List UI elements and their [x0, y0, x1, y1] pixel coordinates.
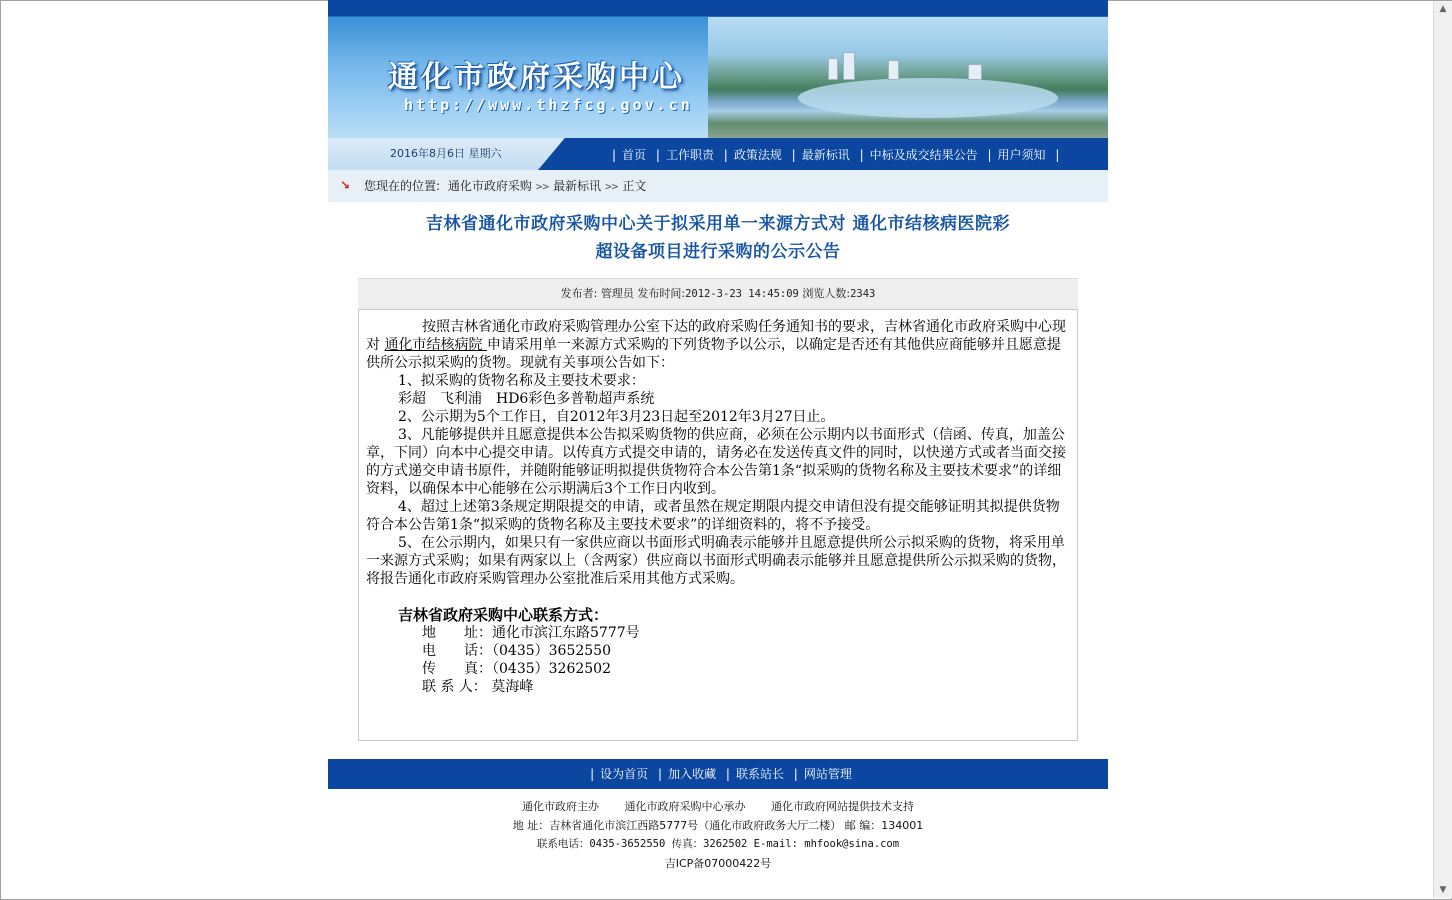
breadcrumb-item-home[interactable]: 通化市政府采购 — [447, 179, 532, 193]
paragraph-intro — [366, 318, 1070, 372]
breadcrumb-label: 您现在的位置: — [364, 179, 441, 193]
meta-views: 2343 — [850, 288, 876, 300]
meta-time-label: 发布时间: — [637, 287, 686, 300]
site-title: 通化市政府采购中心 — [388, 60, 685, 95]
scroll-up-icon[interactable]: ▲ — [1439, 4, 1447, 14]
nav-user-guide[interactable]: 用户须知 — [997, 148, 1046, 162]
scroll-down-icon[interactable]: ▼ — [1439, 885, 1447, 895]
building-shape — [828, 58, 838, 80]
footer-sponsor: 通化市政府主办 — [522, 800, 599, 813]
intro-text-b: 申请采用单一来源方式采购的下列货物予以公示，以确定是否还有其他供应商能够并且愿意提供所公示拟采购的货物。现就有关事项公告如下： — [366, 337, 1061, 371]
footer-contact: 联系电话：0435-3652550 传真：3262502 E-mail: mhfook@sina.com — [536, 838, 900, 850]
meta-publisher-label: 发布者: — [560, 287, 598, 300]
footer-set-home[interactable]: 设为首页 — [600, 767, 649, 781]
vertical-scrollbar[interactable] — [1433, 1, 1452, 898]
footer-tech-support: 通化市政府网站提供技术支持 — [771, 800, 914, 813]
contact-person: 联 系 人： 莫海峰 — [422, 679, 534, 695]
item-2: 2、公示期为5个工作日，自2012年3月23日起至2012年3月27日止。 — [398, 409, 835, 425]
building-shape — [968, 64, 982, 80]
item-5: 5、在公示期内，如果只有一家供应商以书面形式明确表示能够并且愿意提供所公示拟采购的货物，将采用单一来源方式采购；如果有两家以上（含两家）供应商以书面形式明确表示能够并且愿意提供所公示拟采购的货物，将报告通化市政府采购管理办公室批准后采用其他方式采购。 — [366, 535, 1066, 587]
item-4: 4、超过上述第3条规定期限提交的申请，或者虽然在规定期限内提交申请但没有提交能够证明其拟提供货物符合本公告第1条“拟采购的货物名称及主要技术要求”的详细资料的，将不予接受。 — [366, 499, 1060, 533]
nav-home[interactable]: 首页 — [622, 148, 647, 162]
article-title-line1: 吉林省通化市政府采购中心关于拟采用单一来源方式对 通化市结核病医院彩 — [426, 214, 1010, 234]
page-container — [328, 0, 1108, 873]
footer-organizer: 通化市政府采购中心承办 — [624, 800, 746, 813]
chevron-right-icon: >> — [535, 180, 550, 193]
footer-site-admin[interactable]: 网站管理 — [803, 767, 852, 781]
building-shape — [888, 60, 899, 80]
article-meta — [358, 278, 1078, 309]
breadcrumb-text — [364, 170, 650, 203]
meta-views-label: 浏览人数: — [802, 287, 851, 300]
nav-latest-bids[interactable]: 最新标讯 — [801, 148, 850, 162]
breadcrumb-item-current: 正文 — [622, 179, 647, 193]
main-nav: | 首页 | 工作职责 | 政策法规 | 最新标讯 | 中标及成交结果公告 | 用户须知 | — [612, 148, 1060, 162]
current-date: 2016年8月6日 星期六 — [390, 147, 502, 160]
item-3: 3、凡能够提供并且愿意提供本公告拟采购货物的供应商，必须在公示期内以书面形式（信函、传真，加盖公章，下同）向本中心提交申请。以传真方式提交申请的，请务必在发送传真文件的同时，以快递方式或者当面交接的方式递交申请书原件，并随附能够证明拟提供货物符合本公告第1条“拟采购的货物名称及主要技术要求”的详细资料，以确保本中心能够在公示期满后3个工作日内收到。 — [366, 427, 1066, 497]
nav-results[interactable]: 中标及成交结果公告 — [869, 148, 978, 162]
contact-heading: 吉林省政府采购中心联系方式： — [398, 606, 609, 624]
contact-fax: 传 真：（0435）3262502 — [422, 661, 611, 677]
chevron-right-icon: >> — [605, 180, 619, 193]
footer-nav: | 设为首页 | 加入收藏 | 联系站长 | 网站管理 — [328, 759, 1108, 789]
article-title-line2: 超设备项目进行采购的公示公告 — [595, 242, 841, 262]
banner-top-strip — [328, 0, 1108, 16]
footer-info — [328, 789, 1108, 873]
nav-duties[interactable]: 工作职责 — [665, 148, 714, 162]
hospital-name: 通化市结核病院 — [384, 337, 487, 353]
footer-address: 地 址：吉林省通化市滨江西路5777号（通化市政府政务大厅二楼） 邮 编：134001 — [512, 819, 924, 832]
breadcrumb — [328, 170, 1108, 202]
breadcrumb-item-latest[interactable]: 最新标讯 — [553, 179, 602, 193]
breadcrumb-arrow-icon: ↘ — [340, 178, 351, 192]
site-url: http://www.thzfcg.gov.cn — [404, 96, 693, 114]
meta-publisher: 管理员 — [600, 287, 634, 300]
footer-sponsors — [328, 797, 1108, 816]
nav-policies[interactable]: 政策法规 — [733, 148, 782, 162]
river-shape — [798, 78, 1058, 118]
footer-icp: 吉ICP备07000422号 — [664, 857, 772, 870]
item-1: 1、拟采购的货物名称及主要技术要求： — [398, 373, 645, 389]
item-1-detail: 彩超 飞利浦 HD6彩色多普勒超声系统 — [398, 391, 655, 407]
contact-phone: 电 话：（0435）3652550 — [422, 643, 611, 659]
site-banner — [328, 0, 1108, 170]
footer-contact-admin[interactable]: 联系站长 — [735, 767, 784, 781]
intro-text-a: 按照吉林省通化市政府采购管理办公室下达的政府采购任务通知书的要求，吉林省通化市政府采购中心现对 — [366, 319, 1066, 353]
article-title — [328, 202, 1108, 266]
meta-time: 2012-3-23 14:45:09 — [685, 288, 799, 300]
contact-block — [366, 606, 1070, 696]
building-shape — [843, 52, 855, 80]
contact-address: 地 址：通化市滨江东路5777号 — [422, 625, 640, 641]
footer-add-favorite[interactable]: 加入收藏 — [668, 767, 717, 781]
article-body — [358, 309, 1078, 741]
